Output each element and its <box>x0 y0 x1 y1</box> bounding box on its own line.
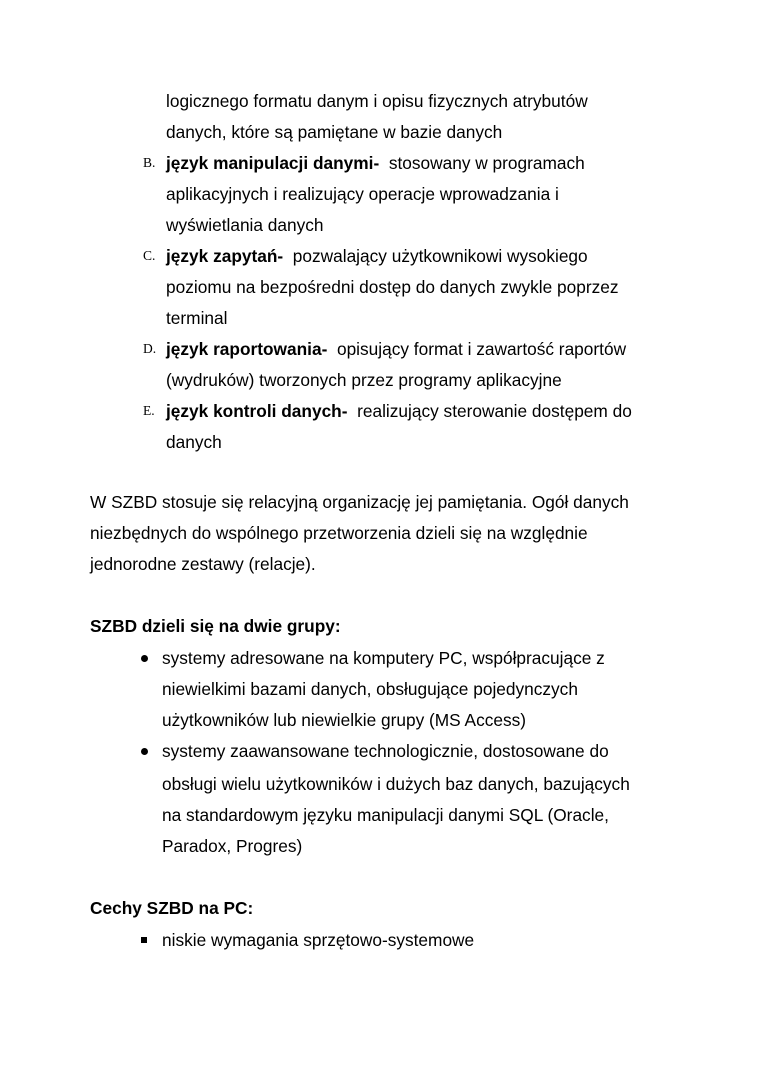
list-item-description: pozwalający użytkownikowi wysokiego <box>292 246 588 266</box>
list-item-first-line <box>166 339 626 359</box>
list-marker: C. <box>143 248 156 263</box>
list-item-term: język zapytań- <box>166 246 284 266</box>
list-marker: D. <box>143 341 157 356</box>
list-item-term: język raportowania- <box>166 339 328 359</box>
list-continuation-line: logicznego formatu danym i opisu fizycznych atrybutów <box>166 91 588 111</box>
bullet-line: niskie wymagania sprzętowo-systemowe <box>162 930 475 950</box>
list-item-line: terminal <box>166 308 228 328</box>
list-item-line: (wydruków) tworzonych przez programy aplikacyjne <box>166 370 562 390</box>
bullet-line: na standardowym języku manipulacji danymi SQL (Oracle, <box>162 805 609 825</box>
paragraph-line: jednorodne zestawy (relacje). <box>90 554 316 574</box>
bullet-line: systemy adresowane na komputery PC, współpracujące z <box>162 648 605 668</box>
paragraph-line: W SZBD stosuje się relacyjną organizację jej pamiętania. Ogół danych <box>90 492 629 512</box>
paragraph-line: niezbędnych do wspólnego przetworzenia dzieli się na względnie <box>90 523 588 543</box>
bullet-line: Paradox, Progres) <box>162 836 303 856</box>
list-item-description: opisujący format i zawartość raportów <box>336 339 627 359</box>
bullet-dot-icon <box>141 748 148 755</box>
list-marker: B. <box>143 155 156 170</box>
list-item-line: aplikacyjnych i realizujący operacje wprowadzania i <box>166 184 559 204</box>
list-item-first-line <box>166 401 632 421</box>
list-marker: E. <box>143 403 155 418</box>
bullet-dot-icon <box>141 655 148 662</box>
bullet-square-icon <box>141 937 147 943</box>
list-item-description: realizujący sterowanie dostępem do <box>357 401 632 421</box>
list-item-term: język kontroli danych- <box>166 401 348 421</box>
bullet-line: użytkowników lub niewielkie grupy (MS Access) <box>162 710 527 730</box>
bullet-line: obsługi wielu użytkowników i dużych baz danych, bazujących <box>162 774 630 794</box>
section-heading-groups: SZBD dzieli się na dwie grupy: <box>90 616 341 636</box>
list-continuation-line: danych, które są pamiętane w bazie danych <box>166 122 503 142</box>
list-item-first-line <box>166 246 588 266</box>
bullet-line: niewielkimi bazami danych, obsługujące pojedynczych <box>162 679 578 699</box>
list-item-description: stosowany w programach <box>388 153 585 173</box>
bullet-line: systemy zaawansowane technologicznie, dostosowane do <box>162 741 609 761</box>
list-item-line: wyświetlania danych <box>166 215 324 235</box>
list-item-line: danych <box>166 432 222 452</box>
list-item-first-line <box>166 153 585 173</box>
section-heading-pc-features: Cechy SZBD na PC: <box>90 898 254 918</box>
list-item-term: język manipulacji danymi- <box>166 153 380 173</box>
list-item-line: poziomu na bezpośredni dostęp do danych zwykle poprzez <box>166 277 619 297</box>
